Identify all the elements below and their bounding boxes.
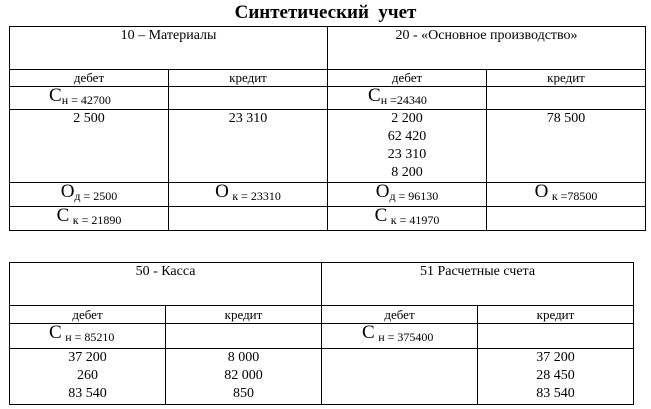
debit-label: дебет — [328, 70, 487, 87]
turnover-value: к = 23310 — [232, 189, 281, 203]
turnover-debit — [328, 183, 487, 207]
entry: 37 200 — [68, 350, 107, 365]
turnover-debit — [10, 183, 169, 207]
closing-balance — [328, 207, 487, 231]
account-header-10: 10 – Материалы — [10, 27, 328, 70]
balance-letter: С — [56, 206, 70, 226]
credit-entries — [487, 110, 646, 183]
balance-value: н = 85210 — [65, 330, 115, 344]
credit-label: кредит — [478, 306, 634, 324]
entry: 260 — [77, 368, 98, 383]
debit-entries — [10, 110, 169, 183]
turnover-credit — [169, 183, 328, 207]
credit-label: кредит — [166, 306, 322, 324]
entry: 8 000 — [227, 350, 260, 365]
opening-balance — [328, 87, 487, 110]
opening-balance — [10, 87, 169, 110]
debit-label: дебет — [322, 306, 478, 324]
entry: 2 200 — [391, 111, 423, 126]
balance-letter: С — [49, 323, 62, 343]
entry: 82 000 — [224, 368, 263, 383]
opening-balance — [10, 324, 166, 349]
credit-entries — [166, 349, 322, 405]
balance-value: н = 375400 — [378, 330, 434, 344]
entry: 78 500 — [546, 111, 586, 126]
credit-label: кредит — [487, 70, 646, 87]
turnover-value: к =78500 — [551, 189, 598, 203]
accounts-table-top — [9, 26, 646, 231]
entry: 8 200 — [391, 165, 423, 180]
balance-letter: С — [368, 86, 381, 106]
turnover-credit — [487, 183, 646, 207]
account-header-50: 50 - Касса — [10, 263, 322, 306]
closing-balance — [10, 207, 169, 231]
balance-value: к = 41970 — [390, 213, 440, 227]
account-header-20: 20 - «Основное производство» — [328, 27, 646, 70]
debit-entries — [328, 110, 487, 183]
empty-cell — [478, 324, 634, 349]
balance-letter: С — [362, 323, 375, 343]
turnover-value: д = 2500 — [74, 189, 118, 203]
empty-cell — [169, 207, 328, 231]
entry: 23 310 — [387, 147, 427, 162]
credit-label: кредит — [169, 70, 328, 87]
turnover-value: д = 96130 — [389, 189, 439, 203]
entry: 850 — [233, 386, 254, 401]
turnover-letter: О — [534, 182, 549, 202]
empty-cell — [487, 87, 646, 110]
balance-letter: С — [49, 86, 62, 106]
entry: 37 200 — [536, 350, 575, 365]
page-title: Синтетический учет — [234, 2, 417, 23]
turnover-letter: О — [60, 182, 75, 202]
turnover-letter: О — [375, 182, 390, 202]
opening-balance — [322, 324, 478, 349]
turnover-letter: О — [215, 182, 229, 202]
debit-entries — [10, 349, 166, 405]
credit-entries — [478, 349, 634, 405]
entry: 23 310 — [228, 111, 268, 126]
empty-cell — [166, 324, 322, 349]
entry: 28 450 — [536, 368, 575, 383]
debit-label: дебет — [10, 306, 166, 324]
empty-cell — [487, 207, 646, 231]
balance-value: н = 42700 — [61, 93, 111, 107]
debit-label: дебет — [10, 70, 169, 87]
entry: 2 500 — [73, 111, 105, 126]
credit-entries — [169, 110, 328, 183]
debit-entries — [322, 349, 478, 405]
balance-value: к = 21890 — [72, 213, 122, 227]
entry: 62 420 — [387, 129, 427, 144]
accounts-table-bottom — [9, 262, 634, 405]
balance-letter: С — [374, 206, 388, 226]
account-header-51: 51 Расчетные счета — [322, 263, 634, 306]
empty-cell — [169, 87, 328, 110]
balance-value: н =24340 — [380, 93, 427, 107]
entry: 83 540 — [536, 386, 575, 401]
entry: 83 540 — [68, 386, 107, 401]
